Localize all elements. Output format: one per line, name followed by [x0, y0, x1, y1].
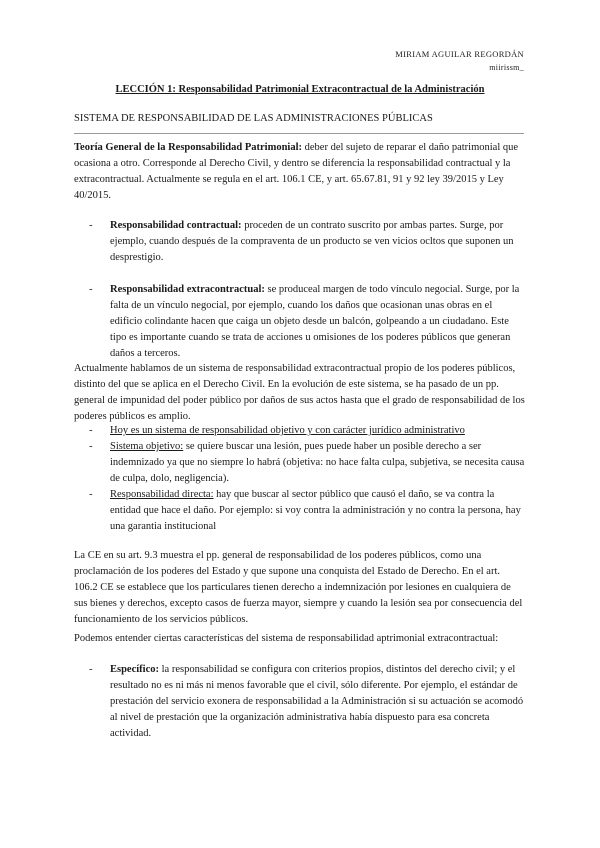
intro-term: Teoría General de la Responsabilidad Patrimonial:: [74, 142, 302, 153]
feature-term: Responsabilidad directa:: [110, 489, 214, 500]
lesson-title: LECCIÓN 1: Responsabilidad Patrimonial Extracontractual de la Administración: [115, 84, 485, 95]
characteristics-intro: [74, 631, 526, 647]
list-item: [74, 439, 526, 487]
characteristics-intro-text: Podemos entender ciertas características del sistema de responsabilidad aptrimonial extracontractual:: [74, 633, 499, 644]
type-text: proceden de un contrato suscrito por ambas partes. Surge, por ejemplo, cuando después de la compraventa de un producto se ven vicios ocltos que suponen un desprestigio.: [110, 220, 514, 263]
list-item: [74, 662, 526, 742]
characteristic-term: Específico:: [110, 664, 159, 675]
author-handle: miirissm_: [489, 63, 524, 72]
constitution-text: La CE en su art. 9.3 muestra el pp. general de responsabilidad de los poderes públicos, como una proclamación de los poderes del Estado y que supone una conquista del Estado de Derecho. En el art. 106.2 CE se establece que los particulares tienen derecho a indemnización por lesiones en cualquiera de sus bienes y derechos, excepto casos de fuerza mayor, siempre y cuando la lesión sea por consecuencia del funcionamiento de los servicios públicos.: [74, 550, 523, 625]
list-item: [74, 487, 526, 535]
type-term: Responsabilidad extracontractual:: [110, 284, 265, 295]
feature-term: Hoy es un sistema de responsabilidad objetivo y con carácter jurídico administrativo: [110, 425, 465, 436]
feature-text: hay que buscar al sector público que causó el daño, se va contra la entidad que hace el daño. Por ejemplo: si voy contra la administración y no contra la persona, hay una garantia institucional: [110, 489, 521, 532]
features-list: [74, 423, 526, 535]
feature-term: Sistema objetivo:: [110, 441, 184, 452]
feature-text: se quiere buscar una lesión, pues puede haber un posible derecho a ser indemnizado ya que no siempre lo habrá (objetiva: no hace falta culpa, subjetiva, se necesita causa de culpa, dolo, negligencia).: [110, 441, 525, 484]
author-name: MIRIAM AGUILAR REGORDÁN: [395, 49, 524, 59]
type-text: se produceal margen de todo vínculo negocial. Surge, por la falta de un vínculo negocial, por ejemplo, cuando los daños que ocasionan unas obras en el edificio colindante hacen que caiga un objeto desde un balcón, golpeando a un ciudadano. Este tipo es importante cuando se trata de acciones u omisiones de los poderes públicos que generan daños a terceros.: [110, 284, 520, 359]
list-item: [74, 423, 526, 439]
evolution-paragraph: [74, 361, 526, 425]
intro-text: deber del sujeto de reparar el daño patrimonial que ocasiona a otro. Corresponde al Derecho Civil, y dentro se diferencia la responsabilidad contractual y la extracontractual. Actualmente se regula en el art. 106.1 CE, y art. 65.67.81, 91 y 92 ley 39/2015 y Ley 40/2015.: [74, 142, 519, 201]
types-list-2: [74, 282, 526, 362]
section-title: SISTEMA DE RESPONSABILIDAD DE LAS ADMINISTRACIONES PÚBLICAS: [74, 113, 433, 124]
evolution-text: Actualmente hablamos de un sistema de responsabilidad extracontractual propio de los poderes públicos, distinto del que se aplica en el Derecho Civil. En la evolución de este sistema, se ha pasado de un pp. general de impunidad del poder público por daños de sus actos hasta que el grado de responsabilidad de los poderes públicos es amplio.: [74, 363, 525, 422]
list-item: [74, 218, 526, 266]
section-divider: [74, 133, 524, 134]
intro-paragraph: [74, 140, 526, 204]
types-list: [74, 218, 526, 266]
list-item: [74, 282, 526, 362]
author-header: [395, 48, 524, 74]
characteristics-list: [74, 662, 526, 742]
type-term: Responsabilidad contractual:: [110, 220, 242, 231]
characteristic-text: la responsabilidad se configura con criterios propios, distintos del derecho civil; y el resultado no es ni más ni menos favorable que el civil, sólo diferente. Por ejemplo, el estándar de prestación del servicio exonera de responsabilidad a la Administración si su actuación se acomodó al nivel de prestación que la organización administrativa había dispuesto para esa concreta actividad.: [110, 664, 524, 739]
constitution-paragraph: [74, 548, 526, 628]
